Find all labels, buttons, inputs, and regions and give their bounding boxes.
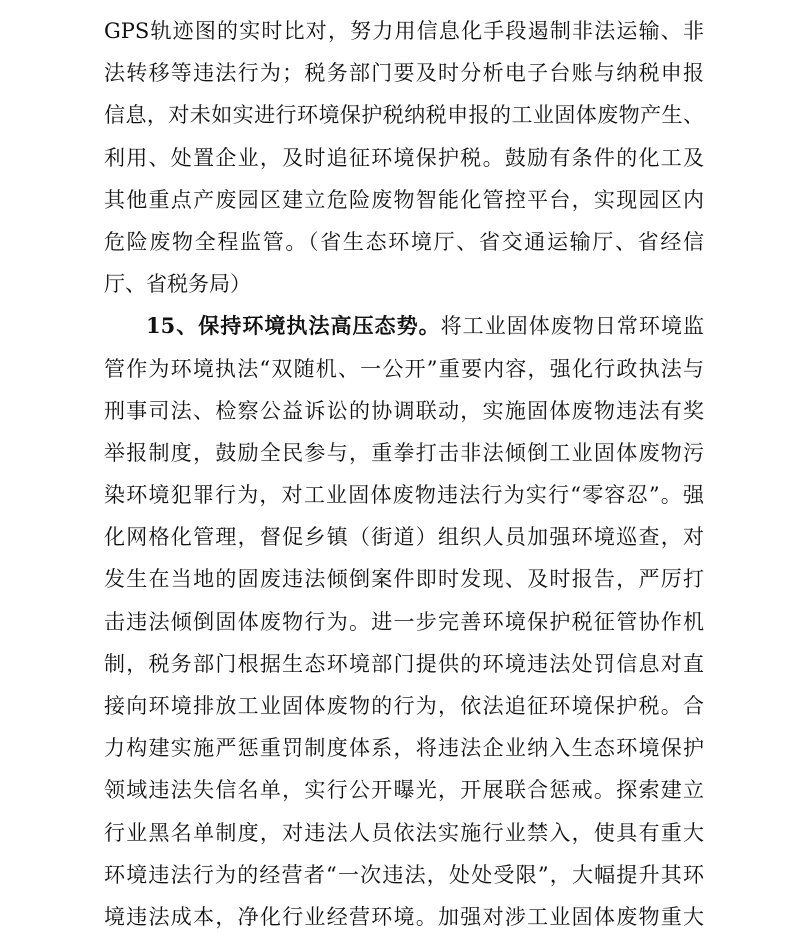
text-line-5: 其他重点产废园区建立危险废物智能化管控平台，实现园区内 bbox=[104, 187, 704, 212]
text-line-9: 管作为环境执法“双随机、一公开”重要内容，强化行政执法与 bbox=[104, 356, 704, 381]
document-body bbox=[104, 10, 704, 938]
section-15-heading: 15、保持环境执法高压态势。 bbox=[146, 313, 441, 339]
text-line-18: 力构建实施严惩重罚制度体系，将违法企业纳入生态环境保护 bbox=[104, 736, 704, 761]
text-line-20: 行业黑名单制度，对违法人员依法实施行业禁入，使具有重大 bbox=[104, 820, 704, 845]
text-line-15: 击违法倾倒固体废物行为。进一步完善环境保护税征管协作机 bbox=[104, 609, 704, 634]
text-line-17: 接向环境排放工业固体废物的行为，依法追征环境保护税。合 bbox=[104, 694, 704, 718]
section-15-first-line bbox=[104, 305, 704, 347]
section-15-first-line-text: 将工业固体废物日常环境监 bbox=[440, 314, 704, 339]
text-line-3: 信息，对未如实进行环境保护税纳税申报的工业固体废物产生、 bbox=[104, 103, 704, 128]
text-line-22: 境违法成本，净化行业经营环境。加强对涉工业固体废物重大 bbox=[104, 904, 704, 929]
text-line-19: 领域违法失信名单，实行公开曝光，开展联合惩戒。探索建立 bbox=[104, 778, 704, 803]
text-line-4: 利用、处置企业，及时追征环境保护税。鼓励有条件的化工及 bbox=[104, 145, 704, 170]
text-line-12: 染环境犯罪行为，对工业固体废物违法行为实行“零容忍”。强 bbox=[104, 483, 704, 508]
text-line-21: 环境违法行为的经营者“一次违法，处处受限”，大幅提升其环 bbox=[104, 862, 704, 887]
text-line-1: GPS轨迹图的实时比对，努力用信息化手段遏制非法运输、非 bbox=[104, 19, 704, 43]
text-line-16: 制，税务部门根据生态环境部门提供的环境违法处罚信息对直 bbox=[104, 651, 704, 676]
text-line-13: 化网格化管理，督促乡镇（街道）组织人员加强环境巡查，对 bbox=[104, 525, 704, 550]
text-line-6: 危险废物全程监管。（省生态环境厅、省交通运输厅、省经信 bbox=[104, 229, 704, 254]
text-line-7: 厅、省税务局） bbox=[104, 272, 251, 297]
text-line-2: 法转移等违法行为；税务部门要及时分析电子台账与纳税申报 bbox=[104, 61, 704, 86]
text-line-10: 刑事司法、检察公益诉讼的协调联动，实施固体废物违法有奖 bbox=[104, 398, 704, 423]
text-line-11: 举报制度，鼓励全民参与，重拳打击非法倾倒工业固体废物污 bbox=[104, 440, 704, 465]
text-line-14: 发生在当地的固废违法倾倒案件即时发现、及时报告，严厉打 bbox=[104, 567, 704, 592]
